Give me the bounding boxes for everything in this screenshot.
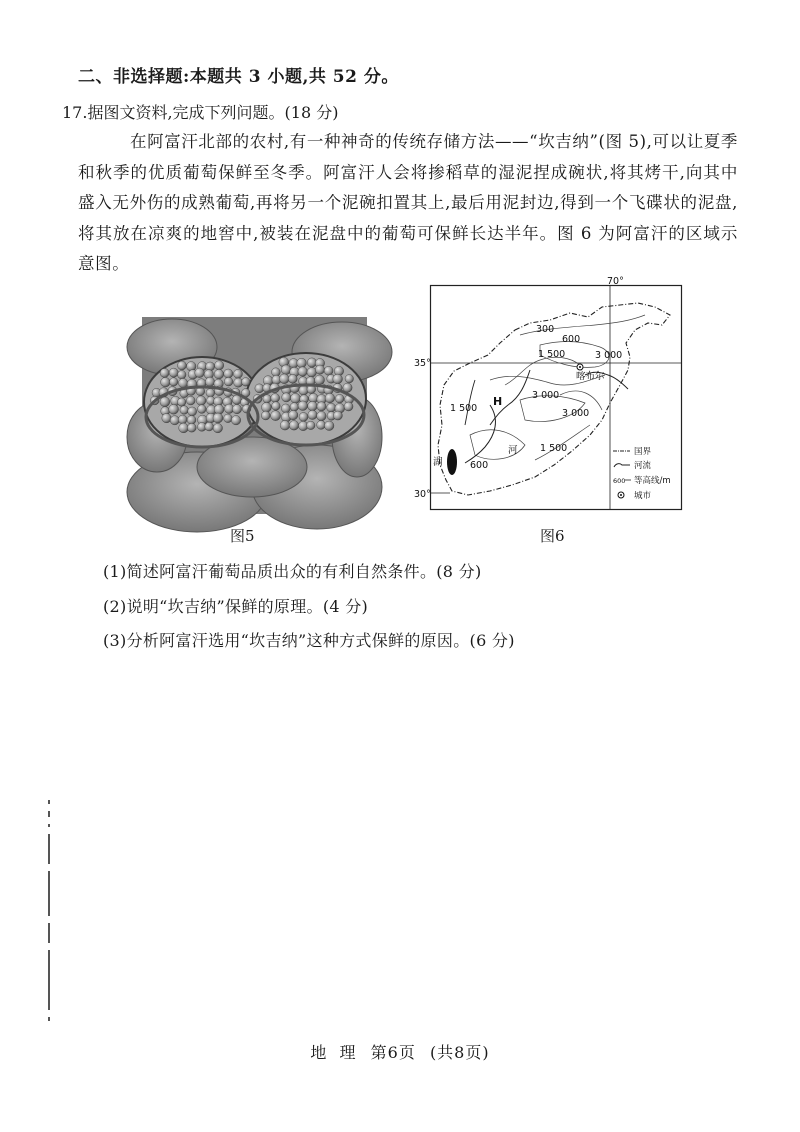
grape: [272, 402, 281, 411]
grape: [214, 405, 224, 415]
grape: [186, 362, 196, 372]
contour-label: 300: [536, 324, 555, 335]
grape: [224, 377, 233, 386]
contour-label: 1 500: [538, 349, 566, 360]
grape: [271, 411, 281, 421]
grape: [160, 397, 170, 407]
grape: [169, 404, 179, 414]
figure6-map: [414, 276, 682, 510]
grape: [233, 369, 242, 378]
passage-text: 在阿富汗北部的农村,有一种神奇的传统存储方法——“坎吉纳”(图 5),可以让夏季和秋季的优质葡萄保鲜至冬季。阿富汗人会将掺稻草的湿泥捏成碗状,将其烤干,向其中盛入无外伤的成熟葡萄,再将另一个泥碗扣置其上,最后用泥封边,得到一个飞碟状的泥盘,将其放在凉爽的地窖中,被装在泥盘中的葡萄可保鲜长达半年。图 6 为阿富汗的区域示意图。: [78, 132, 738, 273]
section-heading: 二、非选择题:本题共 3 小题,共 52 分。: [78, 67, 399, 87]
grape: [317, 402, 326, 411]
grape: [255, 384, 264, 393]
grape: [261, 411, 270, 420]
grape: [324, 366, 333, 375]
binding-margin-marks: [48, 800, 51, 1030]
grape: [215, 361, 224, 370]
sub-question-3: (3)分析阿富汗选用“坎吉纳”这种方式保鲜的原因。(6 分): [103, 631, 515, 650]
grape: [186, 396, 195, 405]
grape: [261, 402, 271, 412]
grape: [205, 377, 214, 386]
grape: [205, 422, 214, 431]
grape: [188, 407, 197, 416]
grape: [213, 423, 222, 432]
grape: [180, 406, 189, 415]
contour-label: 3 000: [595, 350, 623, 361]
grape: [232, 404, 241, 413]
grape: [162, 413, 171, 422]
legend-prefix: 600: [613, 477, 626, 485]
grape: [196, 396, 206, 406]
footer-total: (共8页): [429, 1043, 490, 1062]
contour-label: 3 000: [562, 408, 590, 419]
question-title: 17.据图文资料,完成下列问题。(18 分): [62, 103, 339, 122]
grape: [224, 414, 233, 423]
grape: [345, 375, 353, 383]
grape: [297, 358, 307, 368]
grape: [290, 403, 299, 412]
lake-shape: [447, 449, 457, 475]
footer-page: 第6页: [370, 1043, 416, 1062]
grapes-left: [150, 361, 251, 433]
grape: [299, 412, 308, 421]
grape: [177, 370, 186, 379]
grape: [333, 374, 343, 384]
grape: [280, 420, 290, 430]
lat-label-35: 35°: [414, 358, 431, 369]
contour-label: 1 500: [450, 403, 478, 414]
legend-label: 国界: [634, 447, 652, 457]
grape: [187, 416, 196, 425]
page-footer: [0, 1040, 800, 1063]
grape: [325, 393, 335, 403]
figure5-caption: 图5: [230, 527, 255, 545]
legend-label: 等高线/m: [634, 476, 671, 486]
grape: [281, 365, 291, 375]
grape: [315, 375, 325, 385]
question-passage: [78, 127, 738, 280]
grape: [170, 416, 179, 425]
grape: [308, 410, 317, 419]
grape: [195, 368, 205, 378]
grape: [307, 367, 317, 377]
grape: [279, 374, 289, 384]
grape: [187, 423, 196, 432]
grape: [197, 405, 206, 414]
grape: [344, 402, 353, 411]
contour-label: 600: [470, 460, 489, 471]
sub-question-2: (2)说明“坎吉纳”保鲜的原理。(4 分): [103, 597, 369, 616]
grape: [177, 398, 185, 406]
grape: [169, 378, 177, 386]
grape: [324, 421, 334, 431]
city-label: 喀布尔: [576, 371, 605, 382]
grape: [160, 368, 169, 377]
grape: [178, 415, 187, 424]
grape: [214, 369, 224, 379]
legend-label: 城市: [634, 491, 652, 501]
grape: [299, 386, 308, 395]
grape: [231, 416, 240, 425]
grape: [224, 369, 233, 378]
sub-question-1: (1)简述阿富汗葡萄品质出众的有利自然条件。(8 分): [103, 562, 482, 581]
figure6-caption: 图6: [540, 527, 565, 545]
grape: [242, 378, 251, 387]
figure5-photo: [142, 317, 367, 514]
point-h-label: H: [493, 395, 503, 408]
grape: [308, 401, 318, 411]
grape: [315, 365, 324, 374]
contour-label: 3 000: [532, 390, 560, 401]
grape: [282, 393, 291, 402]
grape: [298, 367, 307, 376]
grape: [206, 389, 215, 398]
contour-label: 600: [562, 334, 581, 345]
grape: [271, 394, 280, 403]
grape: [177, 361, 186, 370]
grape: [281, 404, 290, 413]
legend-label: 河流: [634, 461, 652, 471]
grape: [178, 378, 187, 387]
grape: [333, 411, 342, 420]
grape: [179, 423, 189, 433]
grape: [327, 403, 336, 412]
contour-label: 1 500: [540, 443, 568, 454]
grape: [289, 421, 299, 431]
grape: [288, 374, 297, 383]
grape: [169, 368, 178, 377]
grape: [161, 377, 171, 387]
lat-label-30: 30°: [414, 489, 431, 500]
grape: [298, 401, 308, 411]
grape: [290, 393, 300, 403]
grape: [213, 413, 223, 423]
kangina-photo: [142, 317, 367, 514]
river-label: 河: [508, 445, 518, 456]
grape: [335, 394, 344, 403]
grape: [317, 411, 327, 421]
lon-label: 70°: [607, 276, 624, 287]
grape: [317, 421, 326, 430]
grape: [289, 410, 298, 419]
lake-label: 湖: [433, 457, 443, 468]
grape: [307, 421, 315, 429]
footer-subject: 地 理: [310, 1043, 357, 1062]
